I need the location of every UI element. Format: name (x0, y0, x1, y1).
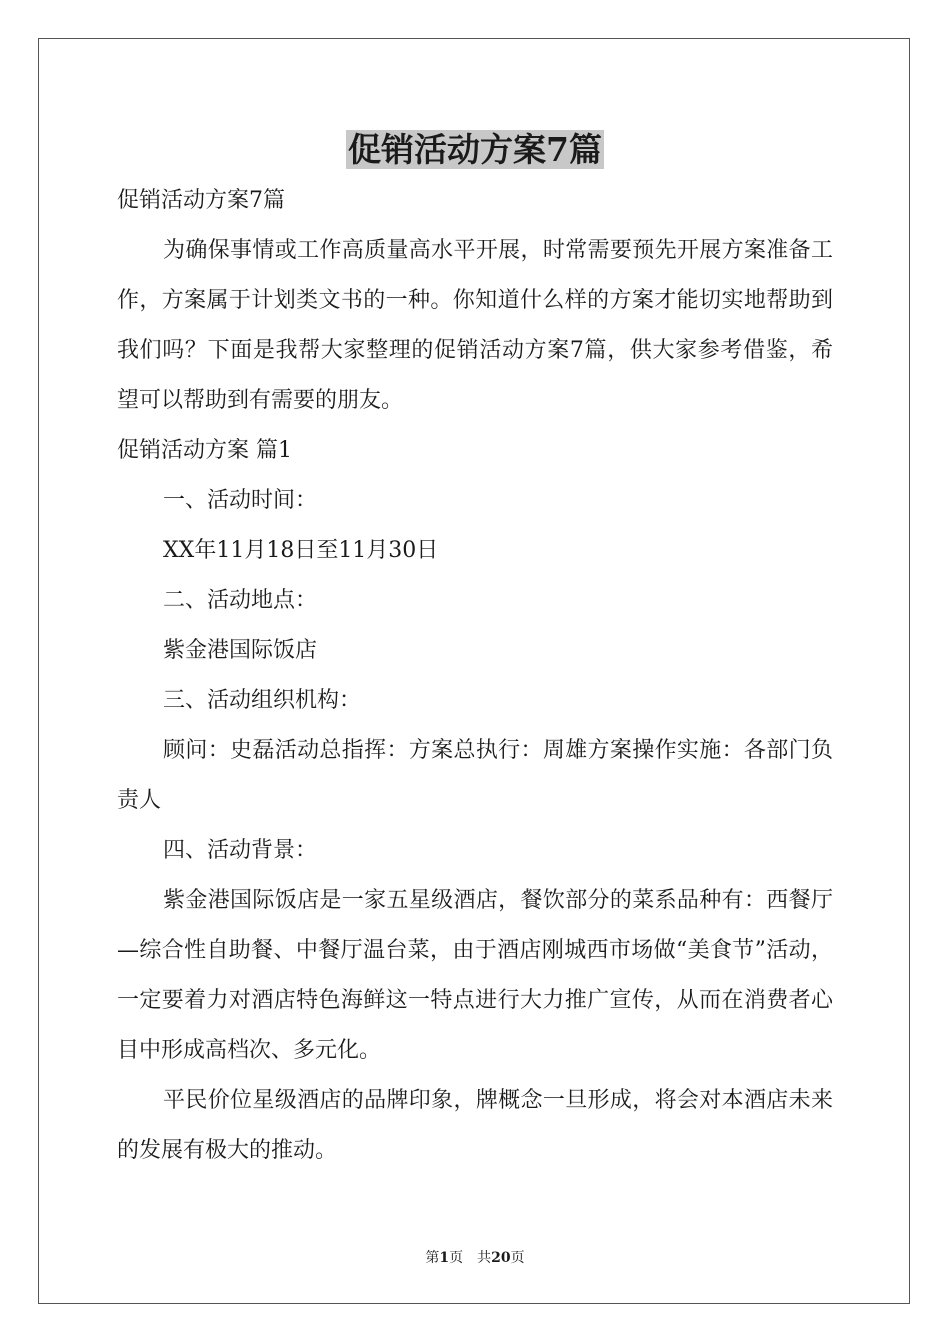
page-footer (0, 1248, 950, 1268)
document-title-text: 促销活动方案7篇 (348, 130, 602, 169)
paragraph: 紫金港国际饭店 (163, 638, 318, 663)
footer-prefix: 第 (425, 1250, 440, 1266)
footer-suffix: 页 (510, 1250, 525, 1266)
paragraph: 一、活动时间： (163, 488, 318, 513)
paragraph: 平民价位星级酒店的品牌印象，牌概念一旦形成，将会对本酒店未来的发展有极大的推动。 (117, 1088, 833, 1163)
document-body (117, 176, 833, 1176)
paragraph: 为确保事情或工作高质量高水平开展，时常需要预先开展方案准备工作，方案属于计划类文书的一种。你知道什么样的方案才能切实地帮助到我们吗？下面是我帮大家整理的促销活动方案7篇，供大家参考借鉴，希望可以帮助到有需要的朋友。 (117, 238, 833, 413)
paragraph: 促销活动方案 篇1 (117, 438, 292, 463)
paragraph: 促销活动方案7篇 (117, 188, 285, 213)
footer-total-pages: 20 (491, 1250, 511, 1266)
footer-page-number: 1 (439, 1250, 450, 1266)
paragraph: 三、活动组织机构： (163, 688, 362, 713)
paragraph: 四、活动背景： (163, 838, 318, 863)
footer-mid: 页 共 (449, 1250, 492, 1266)
paragraph: XX年11月18日至11月30日 (163, 538, 439, 563)
paragraph: 紫金港国际饭店是一家五星级酒店，餐饮部分的菜系品种有：西餐厅—综合性自助餐、中餐厅温台菜，由于酒店刚城西市场做“美食节”活动，一定要着力对酒店特色海鲜这一特点进行大力推广宣传，从而在消费者心目中形成高档次、多元化。 (117, 888, 833, 1063)
document-title (0, 128, 950, 172)
paragraph: 二、活动地点： (163, 588, 318, 613)
paragraph: 顾问：史磊活动总指挥：方案总执行：周雄方案操作实施：各部门负责人 (117, 738, 833, 813)
